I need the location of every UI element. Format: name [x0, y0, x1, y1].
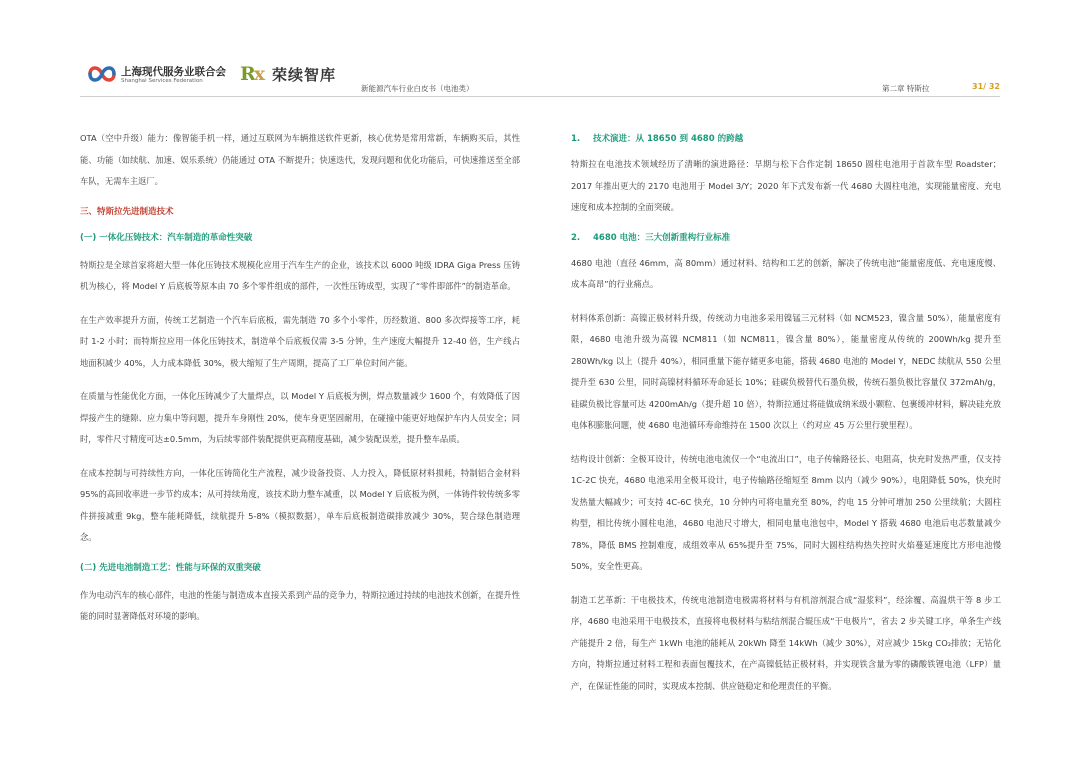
paragraph: 特斯拉在电池技术领域经历了清晰的演进路径：早期与松下合作定制 18650 圆柱电池用于首款车型 Roadster；2017 年推出更大的 2170 电池用于 Model 3/Y；2020 年下式发布新一代 4680 大圆柱电池，实现能量密度、充电速度和成本控制的全面突破。	[571, 159, 1001, 212]
heading-number: 2.	[571, 232, 581, 243]
left-column	[80, 128, 520, 628]
org-name-cn: 上海现代服务业联合会	[121, 66, 226, 78]
chapter-label: 第二章 特斯拉	[882, 84, 930, 93]
org-name-en: Shanghai Services Federation	[121, 78, 203, 84]
paragraph: 在成本控制与可持续性方向，一体化压铸简化生产流程，减少设备投资、人力投入，降低原材料损耗，特制铝合金材料 95%的高回收率进一步节约成本；从可持续角度，该技术助力整车减重，以 Model Y 后底板为例，一体铸件较传统多零件拼接减重 9kg，整车能耗降低，续航提升 5-8%（模拟数据），单车后底板制造碳排放减少 30%，契合绿色制造理念。	[80, 467, 520, 542]
brand-name: 荣续智库	[272, 66, 337, 84]
subsection-heading-die-casting: (一) 一体化压铸技术：汽车制造的革命性突破	[80, 232, 253, 243]
heading-tech-evolution	[571, 128, 1001, 150]
right-column	[571, 128, 1001, 697]
page-number: 31/ 32	[972, 82, 1000, 91]
heading-text: 4680 电池：三大创新重构行业标准	[593, 232, 731, 243]
heading-number: 1.	[571, 134, 581, 144]
ssf-logo-icon	[87, 62, 117, 86]
paragraph: 作为电动汽车的核心部件，电池的性能与制造成本直接关系到产品的竞争力，特斯拉通过持续的电池技术创新，在提升性能的同时显著降低对环境的影响。	[80, 589, 520, 621]
paragraph-structure: 结构设计创新：全极耳设计，传统电池电流仅一个“电流出口”，电子传输路径长、电阻高，快充时发热严重，仅支持 1C-2C 快充，4680 电池采用全极耳设计，电子传输路径缩短至 8mm 以内（减少 90%），电阻降低 50%，快充时发热量大幅减少；可支持 4C-6C 快充，10 分钟内可将电量充至 80%，约电 15 分钟可增加 250 公里续航；大圆柱构型，相比传统小圆柱电池，4680 电池尺寸增大，相同电量电池包中，Model Y 搭载 4680 电池后电芯数量减少 78%，降低 BMS 控制难度，成组效率从 65%提升至 75%，同时大圆柱结构热失控时火焰蔓延速度比方形电池慢 50%，安全性更高。	[571, 453, 1001, 571]
paragraph-ota: OTA（空中升级）能力：像智能手机一样，通过互联网为车辆推送软件更新，核心优势是常用常新，车辆购买后，其性能、功能（如续航、加速、娱乐系统）仍能通过 OTA 不断提升；快速迭代，发现问题和优化功能后，可快速推送至全部车队，无需车主返厂。	[80, 133, 520, 186]
ssf-logo	[87, 62, 237, 90]
paragraph: 4680 电池（直径 46mm，高 80mm）通过材料、结构和工艺的创新，解决了传统电池“能量密度低、充电速度慢、成本高昂”的行业痛点。	[571, 257, 1001, 289]
header-divider	[80, 96, 1000, 97]
paragraph-process: 制造工艺革新：干电极技术，传统电池制造电极需将材料与有机溶剂混合成“湿浆料”，经涂覆、高温烘干等 8 步工序，4680 电池采用干电极技术，直接将电极材料与粘结剂混合辊压成“干电极片”，省去 2 步关键工序，单条生产线产能提升 2 倍，每生产 1kWh 电池的能耗从 20kWh 降至 14kWh（减少 30%），对应减少 15kg CO₂排放；无钴化方向，特斯拉通过材料工程和表面包覆技术，在产高镍低钴正极材料，并实现铁含量为零的磷酸铁锂电池（LFP）量产，在保证性能的同时，实现成本控制、供应链稳定和伦理责任的平衡。	[571, 594, 1001, 691]
page-header	[0, 0, 1080, 110]
paragraph: 特斯拉是全球首家将超大型一体化压铸技术规模化应用于汽车生产的企业，该技术以 6000 吨级 IDRA Giga Press 压铸机为核心，将 Model Y 后底板等原本由 70 多个零件组成的部件，一次性压铸成型，实现了“零件即部件”的制造革命。	[80, 259, 520, 291]
paragraph: 在生产效率提升方面，传统工艺制造一个汽车后底板，需先制造 70 多个小零件，历经数道、800 多次焊接等工序，耗时 1-2 小时；而特斯拉应用一体化压铸技术，制造单个后底板仅需 3-5 分钟，生产速度大幅提升 12-40 倍，生产线占地面积减少 40%，人力成本降低 30%，极大缩短了生产周期，提高了工厂单位时间产能。	[80, 314, 520, 368]
heading-text: 技术演进：从 18650 到 4680 的跨越	[593, 134, 744, 144]
paragraph: 在质量与性能优化方面，一体化压铸减少了大量焊点，以 Model Y 后底板为例，焊点数量减少 1600 个，有效降低了因焊接产生的缝隙、应力集中等问题，提升车身刚性 20%，使车身更坚固耐用，在碰撞中能更好地保护车内人员安全；同时，零件尺寸精度可达±0.5mm，为后续零部件装配提供更高精度基础，减少装配误差，提升整车品质。	[80, 391, 520, 444]
heading-4680	[571, 227, 1001, 249]
document-title: 新能源汽车行业白皮书（电池类）	[361, 84, 474, 93]
subsection-heading-battery: (二) 先进电池制造工艺：性能与环保的双重突破	[80, 562, 261, 573]
section-heading: 三、特斯拉先进制造技术	[80, 206, 174, 217]
paragraph-materials: 材料体系创新：高镍正极材料升级，传统动力电池多采用镍锰三元材料（如 NCM523，镍含量 50%），能量密度有限，4680 电池升级为高镍 NCM811（如 NCM811，镍含量 80%），能量密度从传统的 200Wh/kg 提升至 280Wh/kg 以上（提升 40%），相同重量下能存储更多电能，搭载 4680 电池的 Model Y，NEDC 续航从 550 公里提升至 630 公里，同时高镍材料循环寿命延长 10%；硅碳负极替代石墨负极，传统石墨负极比容量仅 372mAh/g，硅碳负极比容量可达 4200mAh/g（提升超 10 倍），特斯拉通过将硅做成纳米级小颗粒、包裹缓冲材料，解决硅充放电体积膨胀问题，使 4680 电池循环寿命维持在 1500 次以上（约对应 45 万公里行驶里程）。	[571, 312, 1001, 430]
rx-logo-icon: Rx	[240, 63, 264, 85]
